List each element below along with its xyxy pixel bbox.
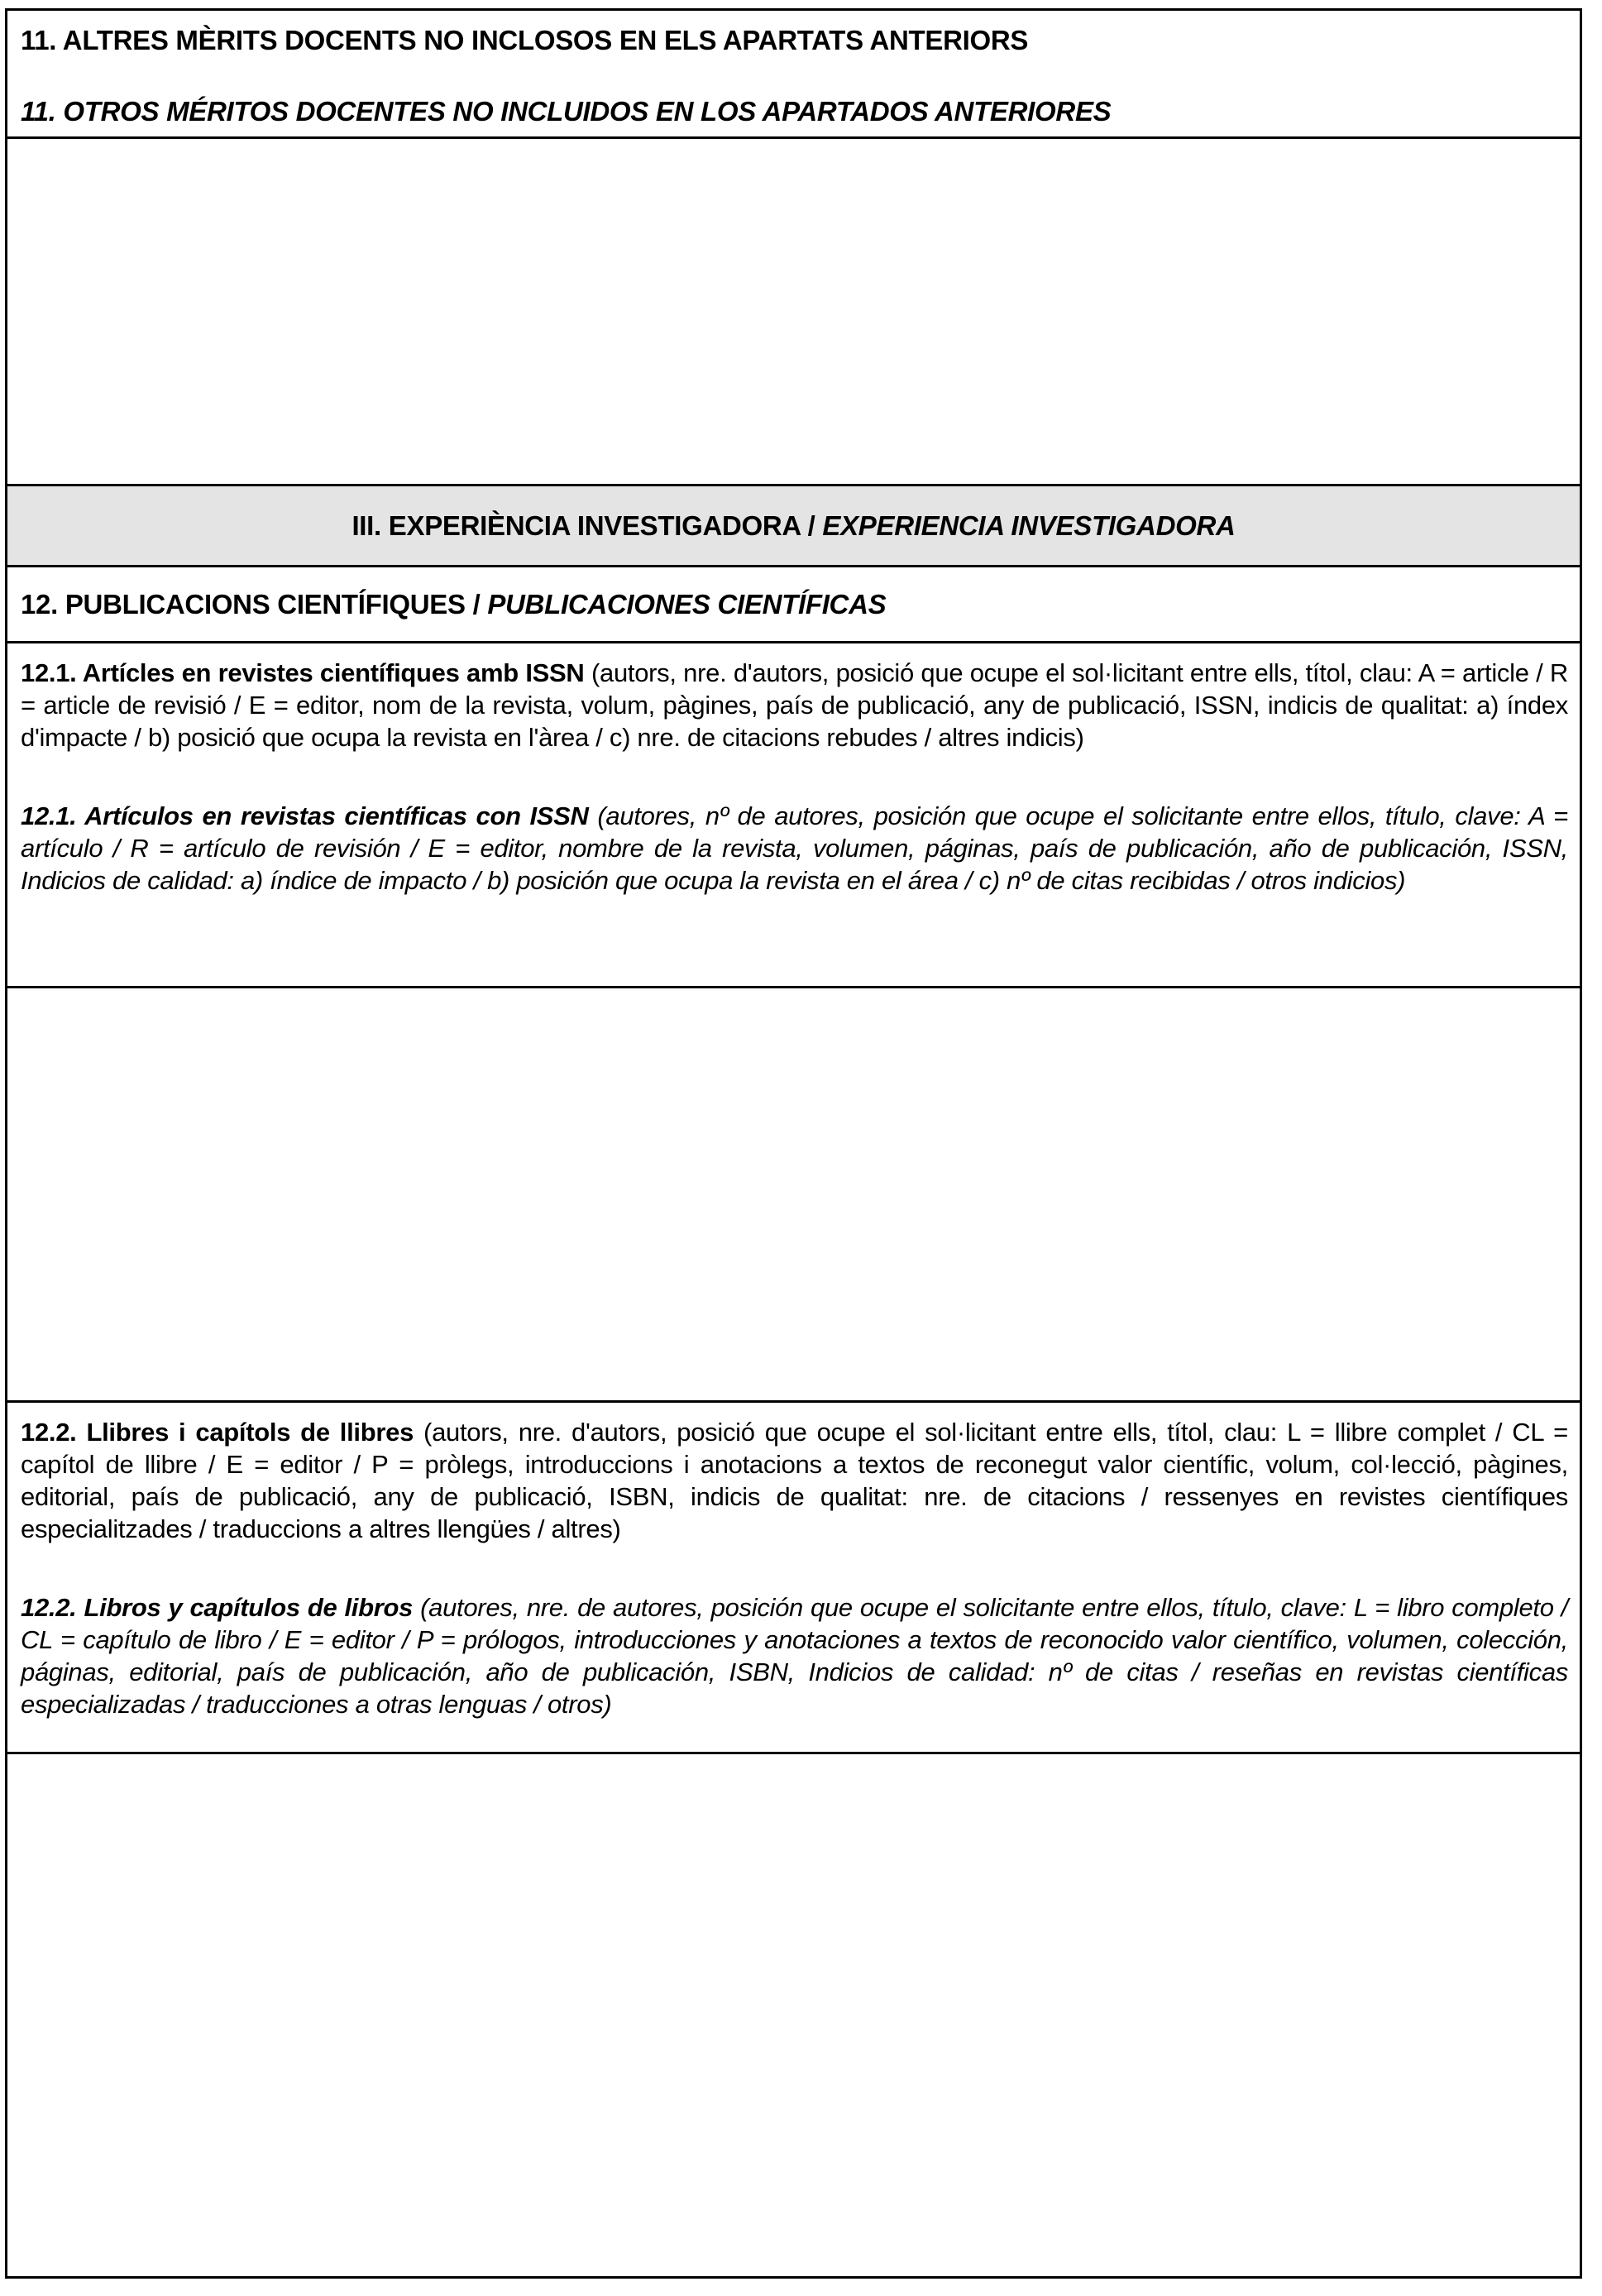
section-12-2-description — [7, 1403, 1580, 1754]
section-12-title-spanish: PUBLICACIONES CIENTÍFICAS — [487, 588, 887, 619]
section-12-2-body-spanish: (autores, nre. de autores, posición que ocupe el solicitante entre ellos, título, clave: L = libro completo / CL = capítulo de libro / E = editor / P = prólogos, introducciones y anotaciones a textos de reconocido valor científico, volumen, colección, páginas, editorial, país de publicación, año de publicación, ISBN, Indicios de calidad: nº de citas / reseñas en revistas científicas especializadas / traducciones a otras lenguas / otros) — [21, 1593, 1568, 1719]
section-12-2-paragraph-spanish — [21, 1591, 1568, 1720]
section-11-title-catalan: 11. ALTRES MÈRITS DOCENTS NO INCLOSOS EN ELS APARTATS ANTERIORS — [21, 25, 1029, 55]
section-11-header — [7, 11, 1580, 139]
section-12-1-paragraph-spanish — [21, 800, 1568, 897]
part-iii-title-catalan: III. EXPERIÈNCIA INVESTIGADORA — [351, 509, 801, 541]
part-iii-title-spanish: EXPERIENCIA INVESTIGADORA — [822, 509, 1236, 541]
section-12-title-separator: / — [465, 588, 488, 619]
section-12-2-lead-catalan: 12.2. Llibres i capítols de llibres — [21, 1418, 414, 1447]
section-11-entry-area — [7, 139, 1580, 486]
section-12-1-description — [7, 643, 1580, 988]
title-spacer — [21, 57, 1568, 95]
section-12-2-lead-spanish: 12.2. Libros y capítulos de libros — [21, 1593, 414, 1622]
section-12-header — [7, 567, 1580, 643]
section-12-title-catalan: 12. PUBLICACIONS CIENTÍFIQUES — [21, 588, 466, 619]
section-12-1-body-spanish: (autores, nº de autores, posición que ocupe el solicitante entre ellos, título, clave: A = artículo / R = artículo de revisión / E = editor, nombre de la revista, volumen, páginas, país de publicación, año de publicación, ISSN, Indicios de calidad: a) índice de impacto / b) posición que ocupa la revista en el área / c) nº de citas recibidas / otros indicios) — [21, 801, 1568, 895]
section-12-1-body-catalan: (autors, nre. d'autors, posició que ocupe el sol·licitant entre ells, títol, clau: A = article / R = article de revisió / E = editor, nom de la revista, volum, pàgines, país de publicació, any de publicació, ISSN, indicis de qualitat: a) índex d'impacte / b) posició que ocupa la revista en l'àrea / c) nre. de citacions rebudes / altres indicis) — [21, 658, 1568, 752]
part-iii-band — [7, 486, 1580, 567]
section-12-1-entry-area — [7, 988, 1580, 1403]
section-11-title-spanish: 11. OTROS MÉRITOS DOCENTES NO INCLUIDOS EN LOS APARTADOS ANTERIORES — [21, 96, 1112, 127]
section-12-title — [21, 588, 886, 621]
section-12-2-paragraph-catalan — [21, 1416, 1568, 1545]
section-12-1-lead-spanish: 12.1. Artículos en revistas científicas con ISSN — [21, 801, 589, 830]
section-12-2-body-catalan: (autors, nre. d'autors, posició que ocupe el sol·licitant entre ells, títol, clau: L = llibre complet / CL = capítol de llibre / E = editor / P = pròlegs, introduccions i anotacions a textos de reconegut valor científic, volum, col·lecció, pàgines, editorial, país de publicació, any de publicació, ISBN, indicis de qualitat: nre. de citacions / ressenyes en revistes científiques especialitzades / traduccions a altres llengües / altres) — [21, 1418, 1568, 1543]
section-12-1-lead-catalan: 12.1. Artícles en revistes científiques amb ISSN — [21, 658, 585, 687]
part-iii-title-separator: / — [800, 509, 823, 541]
section-12-1-paragraph-catalan — [21, 657, 1568, 753]
section-12-2-entry-area — [7, 1754, 1580, 2276]
part-iii-band-title — [351, 509, 1235, 543]
cv-form-page — [5, 8, 1582, 2279]
